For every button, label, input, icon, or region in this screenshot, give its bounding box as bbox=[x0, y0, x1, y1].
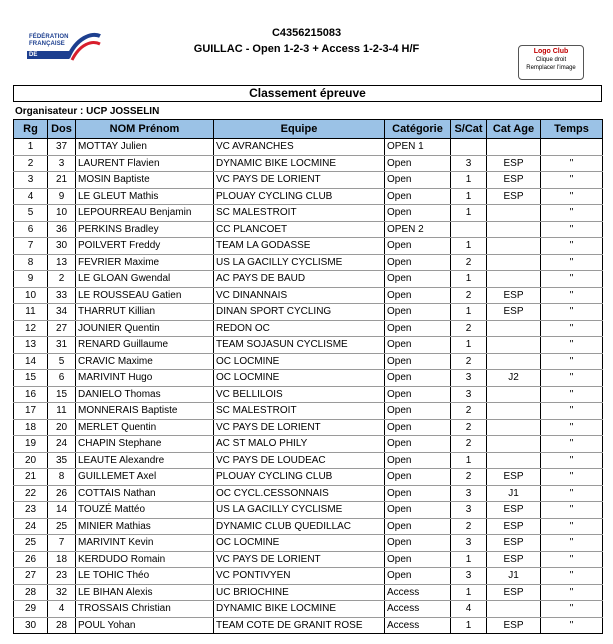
cell-agecat bbox=[487, 254, 541, 271]
col-subcat-header: S/Cat bbox=[451, 120, 487, 139]
cell-team: US LA GACILLY CYCLISME bbox=[214, 502, 385, 519]
cell-team: OC LOCMINE bbox=[214, 535, 385, 552]
cell-rank: 7 bbox=[14, 238, 48, 255]
cell-subcat: 1 bbox=[451, 172, 487, 189]
cell-bib: 20 bbox=[48, 419, 76, 436]
cell-rank: 10 bbox=[14, 287, 48, 304]
cell-rank: 30 bbox=[14, 617, 48, 634]
cell-bib: 13 bbox=[48, 254, 76, 271]
cell-team: PLOUAY CYCLING CLUB bbox=[214, 188, 385, 205]
cell-agecat: ESP bbox=[487, 172, 541, 189]
cell-rank: 6 bbox=[14, 221, 48, 238]
cell-time: " bbox=[541, 370, 603, 387]
table-row bbox=[14, 271, 603, 288]
cell-category: Open bbox=[385, 304, 451, 321]
cell-name: DANIELO Thomas bbox=[76, 386, 214, 403]
logo-text-line1: FÉDÉRATION bbox=[29, 34, 69, 40]
cell-category: Open bbox=[385, 551, 451, 568]
cell-time: " bbox=[541, 320, 603, 337]
cell-agecat bbox=[487, 601, 541, 618]
cell-rank: 5 bbox=[14, 205, 48, 222]
cell-team: US LA GACILLY CYCLISME bbox=[214, 254, 385, 271]
cell-rank: 28 bbox=[14, 584, 48, 601]
cell-bib: 5 bbox=[48, 353, 76, 370]
cell-team: OC CYCL.CESSONNAIS bbox=[214, 485, 385, 502]
table-row bbox=[14, 568, 603, 585]
cell-name: LAURENT Flavien bbox=[76, 155, 214, 172]
cell-name: GUILLEMET Axel bbox=[76, 469, 214, 486]
cell-category: Open bbox=[385, 155, 451, 172]
cell-agecat bbox=[487, 271, 541, 288]
cell-bib: 14 bbox=[48, 502, 76, 519]
cell-agecat bbox=[487, 205, 541, 222]
cell-time: " bbox=[541, 238, 603, 255]
cell-team: OC LOCMINE bbox=[214, 370, 385, 387]
table-row bbox=[14, 386, 603, 403]
cell-rank: 22 bbox=[14, 485, 48, 502]
cell-time: " bbox=[541, 353, 603, 370]
cell-team: CC PLANCOET bbox=[214, 221, 385, 238]
cell-rank: 11 bbox=[14, 304, 48, 321]
cell-subcat: 1 bbox=[451, 205, 487, 222]
cell-name: TROSSAIS Christian bbox=[76, 601, 214, 618]
cell-name: LE ROUSSEAU Gatien bbox=[76, 287, 214, 304]
cell-subcat: 1 bbox=[451, 551, 487, 568]
cell-agecat: ESP bbox=[487, 535, 541, 552]
cell-bib: 27 bbox=[48, 320, 76, 337]
table-row bbox=[14, 584, 603, 601]
cell-time: " bbox=[541, 386, 603, 403]
cell-time: " bbox=[541, 188, 603, 205]
cell-subcat: 1 bbox=[451, 188, 487, 205]
table-row bbox=[14, 238, 603, 255]
cell-agecat bbox=[487, 353, 541, 370]
cell-name: FEVRIER Maxime bbox=[76, 254, 214, 271]
cell-category: Open bbox=[385, 271, 451, 288]
cell-time: " bbox=[541, 254, 603, 271]
col-agecat-header: Cat Age bbox=[487, 120, 541, 139]
cell-name: TOUZÉ Mattéo bbox=[76, 502, 214, 519]
cell-time: " bbox=[541, 502, 603, 519]
cell-name: POILVERT Freddy bbox=[76, 238, 214, 255]
cell-name: POUL Yohan bbox=[76, 617, 214, 634]
table-row bbox=[14, 436, 603, 453]
cell-bib: 37 bbox=[48, 139, 76, 156]
cell-bib: 2 bbox=[48, 271, 76, 288]
col-category-header: Catégorie bbox=[385, 120, 451, 139]
cell-agecat bbox=[487, 238, 541, 255]
cell-rank: 8 bbox=[14, 254, 48, 271]
cell-team: VC BELLILOIS bbox=[214, 386, 385, 403]
cell-rank: 21 bbox=[14, 469, 48, 486]
cell-bib: 8 bbox=[48, 469, 76, 486]
cell-name: LE GLEUT Mathis bbox=[76, 188, 214, 205]
cell-agecat bbox=[487, 320, 541, 337]
cell-rank: 13 bbox=[14, 337, 48, 354]
cell-agecat: ESP bbox=[487, 304, 541, 321]
cell-name: JOUNIER Quentin bbox=[76, 320, 214, 337]
cell-rank: 23 bbox=[14, 502, 48, 519]
cell-rank: 20 bbox=[14, 452, 48, 469]
cell-name: MARIVINT Hugo bbox=[76, 370, 214, 387]
cell-name: CHAPIN Stephane bbox=[76, 436, 214, 453]
cell-bib: 11 bbox=[48, 403, 76, 420]
cell-bib: 25 bbox=[48, 518, 76, 535]
club-logo-hint-2: Remplacer l'image bbox=[526, 65, 576, 71]
cell-rank: 25 bbox=[14, 535, 48, 552]
table-row bbox=[14, 221, 603, 238]
table-row bbox=[14, 485, 603, 502]
cell-team: REDON OC bbox=[214, 320, 385, 337]
cell-rank: 4 bbox=[14, 188, 48, 205]
cell-rank: 17 bbox=[14, 403, 48, 420]
cell-subcat: 2 bbox=[451, 469, 487, 486]
cell-time: " bbox=[541, 436, 603, 453]
table-row bbox=[14, 551, 603, 568]
table-row bbox=[14, 139, 603, 156]
cell-category: Open bbox=[385, 535, 451, 552]
logo-text-line3: DE CYCLISME bbox=[27, 51, 69, 59]
cell-time: " bbox=[541, 221, 603, 238]
cell-category: Open bbox=[385, 419, 451, 436]
cell-team: TEAM COTE DE GRANIT ROSE bbox=[214, 617, 385, 634]
cell-bib: 36 bbox=[48, 221, 76, 238]
table-row bbox=[14, 469, 603, 486]
cell-category: Open bbox=[385, 238, 451, 255]
col-time-header: Temps bbox=[541, 120, 603, 139]
cell-agecat: ESP bbox=[487, 584, 541, 601]
cell-agecat: J1 bbox=[487, 568, 541, 585]
cell-time: " bbox=[541, 601, 603, 618]
cell-agecat bbox=[487, 452, 541, 469]
results-table bbox=[13, 119, 603, 634]
cell-time: " bbox=[541, 304, 603, 321]
cell-agecat bbox=[487, 386, 541, 403]
cell-category: Access bbox=[385, 617, 451, 634]
cell-rank: 29 bbox=[14, 601, 48, 618]
cell-category: Open bbox=[385, 205, 451, 222]
cell-agecat bbox=[487, 419, 541, 436]
table-row bbox=[14, 254, 603, 271]
cell-category: Open bbox=[385, 254, 451, 271]
cell-time: " bbox=[541, 617, 603, 634]
cell-agecat bbox=[487, 337, 541, 354]
table-row bbox=[14, 337, 603, 354]
table-row bbox=[14, 155, 603, 172]
cell-name: THARRUT Killian bbox=[76, 304, 214, 321]
col-rank-header: Rg bbox=[14, 120, 48, 139]
cell-category: Open bbox=[385, 502, 451, 519]
cell-subcat: 1 bbox=[451, 304, 487, 321]
cell-bib: 24 bbox=[48, 436, 76, 453]
cell-subcat: 3 bbox=[451, 568, 487, 585]
cell-bib: 26 bbox=[48, 485, 76, 502]
cell-agecat: J2 bbox=[487, 370, 541, 387]
cell-bib: 4 bbox=[48, 601, 76, 618]
club-logo-title: Logo Club bbox=[533, 48, 569, 55]
cell-bib: 32 bbox=[48, 584, 76, 601]
cell-subcat: 2 bbox=[451, 419, 487, 436]
cell-subcat: 1 bbox=[451, 238, 487, 255]
table-row bbox=[14, 353, 603, 370]
table-row bbox=[14, 518, 603, 535]
race-title: GUILLAC - Open 1-2-3 + Access 1-2-3-4 H/F bbox=[193, 43, 420, 55]
cell-subcat bbox=[451, 139, 487, 156]
cell-rank: 24 bbox=[14, 518, 48, 535]
cell-rank: 26 bbox=[14, 551, 48, 568]
cell-team: DINAN SPORT CYCLING bbox=[214, 304, 385, 321]
cell-category: OPEN 2 bbox=[385, 221, 451, 238]
cell-rank: 27 bbox=[14, 568, 48, 585]
cell-time: " bbox=[541, 469, 603, 486]
cell-name: MARIVINT Kevin bbox=[76, 535, 214, 552]
cell-name: MERLET Quentin bbox=[76, 419, 214, 436]
cell-team: AC ST MALO PHILY bbox=[214, 436, 385, 453]
cell-name: LEAUTE Alexandre bbox=[76, 452, 214, 469]
cell-category: Open bbox=[385, 403, 451, 420]
cell-subcat: 1 bbox=[451, 271, 487, 288]
cell-agecat: J1 bbox=[487, 485, 541, 502]
cell-bib: 3 bbox=[48, 155, 76, 172]
cell-team: VC PAYS DE LORIENT bbox=[214, 551, 385, 568]
cell-time: " bbox=[541, 155, 603, 172]
cell-name: RENARD Guillaume bbox=[76, 337, 214, 354]
cell-subcat: 2 bbox=[451, 518, 487, 535]
cell-rank: 2 bbox=[14, 155, 48, 172]
cell-subcat: 3 bbox=[451, 155, 487, 172]
cell-category: Open bbox=[385, 172, 451, 189]
cell-time: " bbox=[541, 584, 603, 601]
cell-time: " bbox=[541, 337, 603, 354]
cell-agecat bbox=[487, 436, 541, 453]
cell-team: VC PAYS DE LOUDEAC bbox=[214, 452, 385, 469]
cell-category: Open bbox=[385, 469, 451, 486]
cell-rank: 3 bbox=[14, 172, 48, 189]
cell-time: " bbox=[541, 287, 603, 304]
cell-subcat: 4 bbox=[451, 601, 487, 618]
cell-rank: 16 bbox=[14, 386, 48, 403]
cell-subcat: 2 bbox=[451, 320, 487, 337]
table-row bbox=[14, 188, 603, 205]
cell-team: VC DINANNAIS bbox=[214, 287, 385, 304]
table-row bbox=[14, 403, 603, 420]
cell-team: UC BRIOCHINE bbox=[214, 584, 385, 601]
cell-subcat: 2 bbox=[451, 353, 487, 370]
cell-category: Open bbox=[385, 287, 451, 304]
cell-bib: 15 bbox=[48, 386, 76, 403]
cell-subcat: 3 bbox=[451, 535, 487, 552]
cell-bib: 10 bbox=[48, 205, 76, 222]
cell-category: Open bbox=[385, 386, 451, 403]
table-row bbox=[14, 419, 603, 436]
cell-agecat: ESP bbox=[487, 188, 541, 205]
cell-time: " bbox=[541, 403, 603, 420]
cell-rank: 19 bbox=[14, 436, 48, 453]
cell-category: Open bbox=[385, 353, 451, 370]
cell-team: VC PONTIVYEN bbox=[214, 568, 385, 585]
cell-category: Access bbox=[385, 584, 451, 601]
cell-time bbox=[541, 139, 603, 156]
cell-subcat: 3 bbox=[451, 502, 487, 519]
cell-category: Open bbox=[385, 436, 451, 453]
cell-bib: 34 bbox=[48, 304, 76, 321]
cell-team: SC MALESTROIT bbox=[214, 403, 385, 420]
cell-rank: 15 bbox=[14, 370, 48, 387]
cell-subcat bbox=[451, 221, 487, 238]
table-row bbox=[14, 617, 603, 634]
table-row bbox=[14, 502, 603, 519]
club-logo-hint: Clique droit bbox=[535, 57, 567, 63]
col-team-header: Equipe bbox=[214, 120, 385, 139]
table-row bbox=[14, 601, 603, 618]
cell-team: TEAM LA GODASSE bbox=[214, 238, 385, 255]
cell-subcat: 2 bbox=[451, 436, 487, 453]
cell-subcat: 3 bbox=[451, 485, 487, 502]
cell-category: OPEN 1 bbox=[385, 139, 451, 156]
cell-time: " bbox=[541, 518, 603, 535]
col-name-header: NOM Prénom bbox=[76, 120, 214, 139]
race-code: C4356215083 bbox=[271, 27, 342, 39]
cell-team: SC MALESTROIT bbox=[214, 205, 385, 222]
ranking-banner: Classement épreuve bbox=[13, 85, 602, 102]
cell-agecat: ESP bbox=[487, 502, 541, 519]
cell-agecat: ESP bbox=[487, 617, 541, 634]
cell-bib: 28 bbox=[48, 617, 76, 634]
cell-team: VC PAYS DE LORIENT bbox=[214, 419, 385, 436]
cell-agecat: ESP bbox=[487, 551, 541, 568]
cell-name: PERKINS Bradley bbox=[76, 221, 214, 238]
cell-name: LE TOHIC Théo bbox=[76, 568, 214, 585]
cell-rank: 9 bbox=[14, 271, 48, 288]
cell-team: PLOUAY CYCLING CLUB bbox=[214, 469, 385, 486]
cell-time: " bbox=[541, 271, 603, 288]
cell-rank: 18 bbox=[14, 419, 48, 436]
cell-team: VC AVRANCHES bbox=[214, 139, 385, 156]
cell-team: DYNAMIC BIKE LOCMINE bbox=[214, 601, 385, 618]
cell-agecat: ESP bbox=[487, 155, 541, 172]
cell-bib: 23 bbox=[48, 568, 76, 585]
cell-subcat: 1 bbox=[451, 584, 487, 601]
col-bib-header: Dos bbox=[48, 120, 76, 139]
cell-subcat: 2 bbox=[451, 287, 487, 304]
cell-subcat: 3 bbox=[451, 386, 487, 403]
cell-team: TEAM SOJASUN CYCLISME bbox=[214, 337, 385, 354]
cell-subcat: 2 bbox=[451, 403, 487, 420]
results-body bbox=[14, 139, 603, 634]
cell-subcat: 2 bbox=[451, 254, 487, 271]
cell-category: Open bbox=[385, 518, 451, 535]
cell-time: " bbox=[541, 485, 603, 502]
cell-name: LEPOURREAU Benjamin bbox=[76, 205, 214, 222]
cell-bib: 18 bbox=[48, 551, 76, 568]
cell-agecat bbox=[487, 403, 541, 420]
cell-bib: 33 bbox=[48, 287, 76, 304]
cell-category: Access bbox=[385, 601, 451, 618]
cell-name: LE BIHAN Alexis bbox=[76, 584, 214, 601]
cell-agecat: ESP bbox=[487, 518, 541, 535]
cell-team: DYNAMIC CLUB QUEDILLAC bbox=[214, 518, 385, 535]
cell-team: AC PAYS DE BAUD bbox=[214, 271, 385, 288]
table-row bbox=[14, 535, 603, 552]
cell-rank: 12 bbox=[14, 320, 48, 337]
cell-category: Open bbox=[385, 320, 451, 337]
cell-team: DYNAMIC BIKE LOCMINE bbox=[214, 155, 385, 172]
cell-category: Open bbox=[385, 370, 451, 387]
cell-name: MOSIN Baptiste bbox=[76, 172, 214, 189]
cell-time: " bbox=[541, 452, 603, 469]
cell-team: VC PAYS DE LORIENT bbox=[214, 172, 385, 189]
cell-name: KERDUDO Romain bbox=[76, 551, 214, 568]
cell-agecat bbox=[487, 139, 541, 156]
cell-time: " bbox=[541, 551, 603, 568]
organiser-label: Organisateur : UCP JOSSELIN bbox=[15, 106, 160, 117]
table-row bbox=[14, 304, 603, 321]
cell-name: LE GLOAN Gwendal bbox=[76, 271, 214, 288]
cell-bib: 21 bbox=[48, 172, 76, 189]
cell-category: Open bbox=[385, 568, 451, 585]
cell-bib: 31 bbox=[48, 337, 76, 354]
cell-name: CRAVIC Maxime bbox=[76, 353, 214, 370]
cell-bib: 7 bbox=[48, 535, 76, 552]
cell-subcat: 3 bbox=[451, 370, 487, 387]
cell-name: COTTAIS Nathan bbox=[76, 485, 214, 502]
cell-bib: 30 bbox=[48, 238, 76, 255]
cell-bib: 9 bbox=[48, 188, 76, 205]
cell-subcat: 1 bbox=[451, 617, 487, 634]
cell-agecat bbox=[487, 221, 541, 238]
club-logo-placeholder[interactable] bbox=[518, 45, 584, 80]
cell-category: Open bbox=[385, 485, 451, 502]
table-row bbox=[14, 287, 603, 304]
cell-bib: 6 bbox=[48, 370, 76, 387]
cell-time: " bbox=[541, 419, 603, 436]
cell-rank: 14 bbox=[14, 353, 48, 370]
cell-category: Open bbox=[385, 188, 451, 205]
cell-name: MOTTAY Julien bbox=[76, 139, 214, 156]
cell-category: Open bbox=[385, 452, 451, 469]
cell-agecat: ESP bbox=[487, 469, 541, 486]
logo-text-line2: FRANÇAISE bbox=[29, 41, 65, 47]
cell-team: OC LOCMINE bbox=[214, 353, 385, 370]
cell-name: MONNERAIS Baptiste bbox=[76, 403, 214, 420]
cell-category: Open bbox=[385, 337, 451, 354]
cell-time: " bbox=[541, 205, 603, 222]
table-row bbox=[14, 172, 603, 189]
cell-agecat: ESP bbox=[487, 287, 541, 304]
cell-bib: 35 bbox=[48, 452, 76, 469]
table-header-row bbox=[14, 120, 603, 139]
table-row bbox=[14, 370, 603, 387]
cell-rank: 1 bbox=[14, 139, 48, 156]
cell-time: " bbox=[541, 568, 603, 585]
table-row bbox=[14, 452, 603, 469]
cell-time: " bbox=[541, 172, 603, 189]
table-row bbox=[14, 205, 603, 222]
cell-subcat: 1 bbox=[451, 452, 487, 469]
table-row bbox=[14, 320, 603, 337]
cell-time: " bbox=[541, 535, 603, 552]
cell-subcat: 1 bbox=[451, 337, 487, 354]
cell-name: MINIER Mathias bbox=[76, 518, 214, 535]
